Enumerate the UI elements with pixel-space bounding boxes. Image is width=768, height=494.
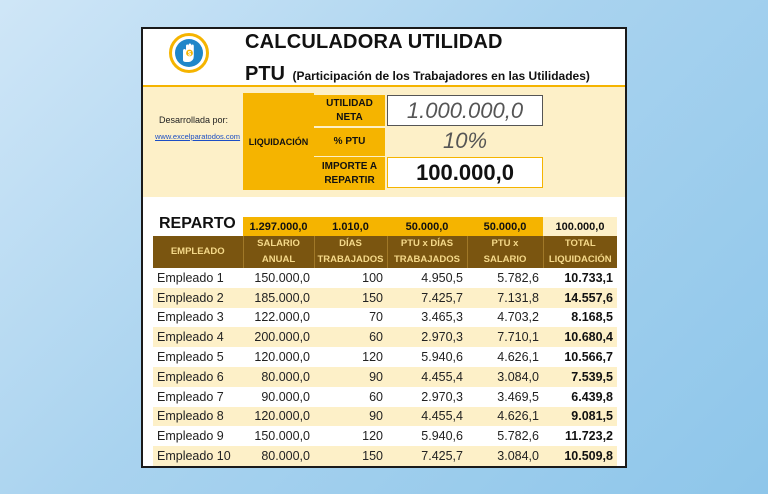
cell-empleado[interactable]: Empleado 4 [153,327,243,347]
cell-empleado[interactable]: Empleado 1 [157,270,224,285]
liquidacion-label: LIQUIDACIÓN [243,93,314,190]
cell-salario[interactable]: 150.000,0 [254,270,310,285]
total-dias: 1.010,0 [314,217,387,236]
cell-ptu-dias[interactable]: 2.970,3 [387,327,467,347]
cell-salario[interactable]: 150.000,0 [254,429,310,444]
cell-salario[interactable]: 80.000,0 [243,446,314,466]
col-header-total: TOTAL LIQUIDACIÓN [543,236,617,268]
table-row [153,446,617,466]
cell-total[interactable]: 10.733,1 [564,270,613,285]
cell-salario[interactable]: 185.000,0 [243,288,314,308]
table-header-row [153,236,617,268]
table-row [153,407,617,427]
table-row [153,327,617,347]
cell-ptu-dias[interactable]: 4.455,4 [387,407,467,427]
ptu-percent-value[interactable]: 10% [442,128,488,153]
importe-label-line2: REPARTIR [324,174,375,186]
col-header-empleado: EMPLEADO [153,236,243,268]
developer-link[interactable]: www.excelparatodos.com [155,132,241,141]
cell-ptu-dias[interactable]: 5.940,6 [421,429,463,444]
cell-ptu-salario[interactable]: 3.084,0 [467,367,543,387]
cell-salario[interactable]: 200.000,0 [243,327,314,347]
cell-total[interactable]: 7.539,5 [543,367,617,387]
page-subtitle [245,63,590,86]
cell-salario[interactable]: 90.000,0 [261,389,310,404]
table-row [153,288,617,308]
cell-empleado[interactable]: Empleado 7 [157,389,224,404]
cell-ptu-dias[interactable]: 4.455,4 [387,367,467,387]
cell-total[interactable]: 11.723,2 [565,429,613,444]
cell-dias[interactable]: 120 [362,350,383,365]
cell-salario[interactable]: 80.000,0 [243,367,314,387]
cell-ptu-dias[interactable]: 4.950,5 [421,270,463,285]
cell-empleado[interactable]: Empleado 9 [157,429,224,444]
table-body [153,268,617,466]
utilidad-neta-label-line1: UTILIDAD [326,97,373,109]
calculator-sheet [141,27,627,468]
reparto-label: REPARTO [159,215,236,232]
utilidad-neta-label-line2: NETA [336,111,363,123]
total-liquidacion: 100.000,0 [543,217,617,236]
cell-salario[interactable]: 120.000,0 [254,350,310,365]
cell-ptu-salario[interactable]: 4.626,1 [467,407,543,427]
cell-dias[interactable]: 120 [362,429,383,444]
cell-dias[interactable]: 60 [369,389,383,404]
cell-total[interactable]: 8.168,5 [571,310,613,325]
cell-ptu-dias[interactable]: 5.940,6 [421,350,463,365]
hand-coin-icon [169,33,209,73]
col-header-ptu-salario: PTU x SALARIO [467,236,543,268]
importe-label [314,157,385,190]
cell-total[interactable]: 6.439,8 [571,389,613,404]
cell-salario[interactable]: 122.000,0 [254,310,310,325]
utilidad-neta-label [314,95,385,126]
employee-table [153,236,617,466]
table-row [153,347,617,367]
col-header-dias: DÍAS TRABAJADOS [314,236,387,268]
cell-dias[interactable]: 90 [314,407,387,427]
cell-ptu-salario[interactable]: 4.626,1 [497,350,539,365]
ptu-percent-label: % PTU [314,128,385,156]
col-header-ptu-dias: PTU x DÍAS TRABAJADOS [387,236,467,268]
total-ptu-dias: 50.000,0 [387,217,467,236]
subtitle-main: PTU [245,63,285,85]
cell-ptu-dias[interactable]: 7.425,7 [387,446,467,466]
cell-total[interactable]: 10.509,8 [543,446,617,466]
cell-ptu-dias[interactable]: 2.970,3 [421,389,463,404]
col-header-salario: SALARIO ANUAL [243,236,314,268]
importe-label-line1: IMPORTE A [321,160,378,172]
cell-ptu-dias[interactable]: 3.465,3 [421,310,463,325]
cell-empleado[interactable]: Empleado 6 [153,367,243,387]
cell-empleado[interactable]: Empleado 8 [153,407,243,427]
cell-dias[interactable]: 90 [314,367,387,387]
cell-ptu-dias[interactable]: 7.425,7 [387,288,467,308]
cell-dias[interactable]: 60 [314,327,387,347]
svg-text:$: $ [187,51,192,58]
table-row [153,308,617,328]
cell-empleado[interactable]: Empleado 10 [153,446,243,466]
cell-total[interactable]: 10.680,4 [543,327,617,347]
developed-by-label: Desarrollada por: [159,115,229,125]
cell-total[interactable]: 14.557,6 [543,288,617,308]
cell-dias[interactable]: 150 [314,288,387,308]
cell-salario[interactable]: 120.000,0 [243,407,314,427]
table-row [153,268,617,288]
subtitle-detail: (Participación de los Trabajadores en las Utilidades) [292,69,590,83]
cell-dias[interactable]: 70 [369,310,383,325]
importe-value: 100.000,0 [387,157,543,188]
cell-empleado[interactable]: Empleado 5 [157,350,224,365]
cell-total[interactable]: 10.566,7 [564,350,613,365]
table-row [153,367,617,387]
utilidad-neta-input[interactable]: 1.000.000,0 [387,95,543,126]
cell-ptu-salario[interactable]: 7.131,8 [467,288,543,308]
cell-ptu-salario[interactable]: 3.469,5 [497,389,539,404]
cell-ptu-salario[interactable]: 5.782,6 [497,270,539,285]
cell-empleado[interactable]: Empleado 2 [153,288,243,308]
total-salario: 1.297.000,0 [243,217,314,236]
cell-dias[interactable]: 100 [362,270,383,285]
cell-ptu-salario[interactable]: 7.710,1 [467,327,543,347]
cell-total[interactable]: 9.081,5 [543,407,617,427]
cell-ptu-salario[interactable]: 5.782,6 [497,429,539,444]
cell-ptu-salario[interactable]: 4.703,2 [497,310,539,325]
page-title: CALCULADORA UTILIDAD [245,31,503,53]
cell-dias[interactable]: 150 [314,446,387,466]
cell-empleado[interactable]: Empleado 3 [157,310,224,325]
total-ptu-salario: 50.000,0 [467,217,543,236]
table-row [153,426,617,446]
table-row [153,387,617,407]
cell-ptu-salario[interactable]: 3.084,0 [467,446,543,466]
